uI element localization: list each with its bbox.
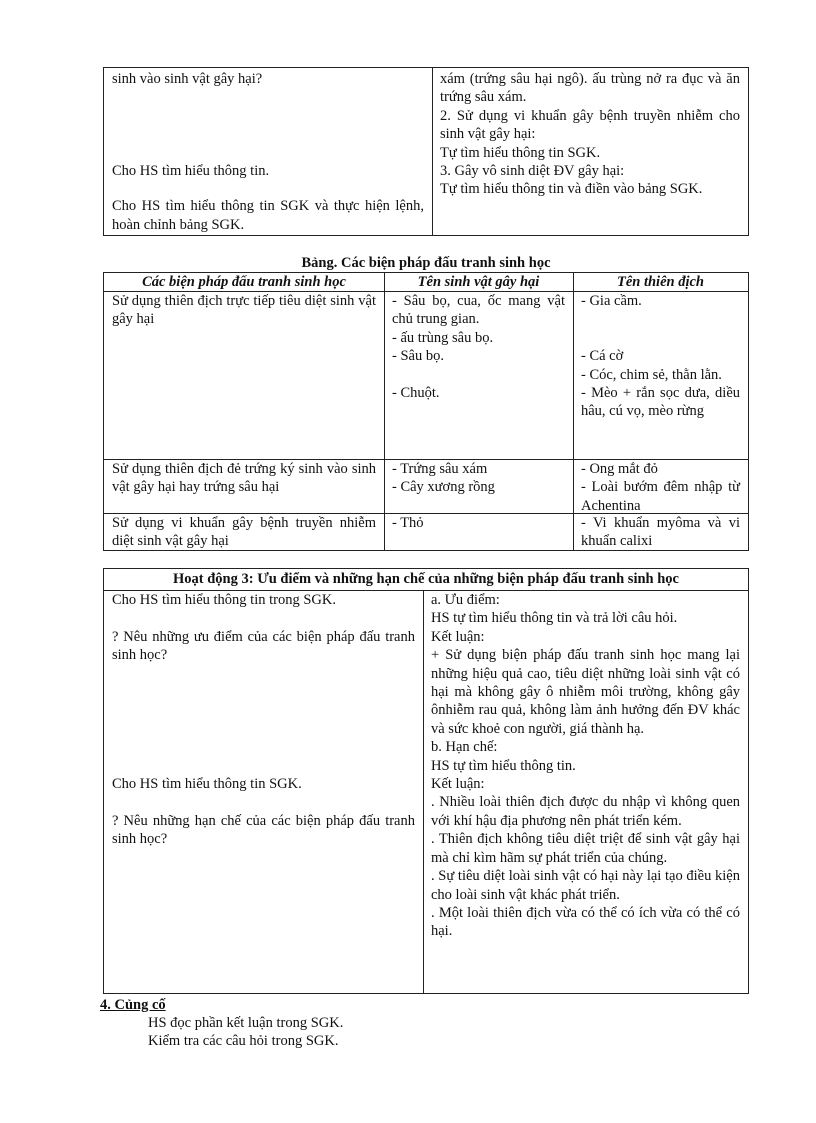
enemy-item: - Loài bướm đêm nhập từ Achentina — [581, 479, 740, 514]
pest-item: - ấu trùng sâu bọ. — [392, 329, 494, 346]
enemy-item: - Vi khuẩn myôma và vi khuẩn calixi — [581, 515, 740, 550]
pests-cell — [384, 292, 573, 402]
answer-text: . Nhiều loài thiên địch được du nhập vì không quen với khí hậu địa phương nên phát triển kém. — [431, 794, 740, 829]
enemies-cell — [573, 460, 748, 515]
teacher-column — [104, 591, 423, 993]
pest-item: - Cây xương rồng — [392, 479, 495, 496]
table-caption: Bảng. Các biện pháp đấu tranh sinh học — [301, 255, 551, 271]
answer-text: HS tự tìm hiểu thông tin và trả lời câu hỏi. — [431, 610, 678, 627]
answer-text: xám (trứng sâu hại ngô). ấu trùng nở ra đục và ăn trứng sâu xám. — [440, 71, 740, 106]
method-cell: Sử dụng thiên địch đẻ trứng ký sinh vào sinh vật gây hại hay trứng sâu hại — [112, 461, 376, 496]
answer-text: . Thiên địch không tiêu diệt triệt để sinh vật gây hại mà chỉ kìm hãm sự phát triển của chúng. — [431, 831, 740, 866]
question-text: ? Nêu những hạn chế của các biện pháp đấu tranh sinh học? — [112, 812, 415, 848]
answer-text: 3. Gây vô sinh diệt ĐV gây hại: — [440, 163, 625, 180]
pests-cell — [384, 514, 573, 532]
enemy-item: - Ong mắt đỏ — [581, 461, 658, 477]
method-cell: Sử dụng thiên địch trực tiếp tiêu diệt sinh vật gây hại — [112, 293, 376, 328]
answer-text: HS tự tìm hiểu thông tin. — [431, 757, 576, 774]
table-row — [104, 460, 384, 497]
table-row — [104, 292, 384, 329]
instruction-text: Cho HS tìm hiểu thông tin SGK và thực hiện lệnh, hoàn chỉnh bảng SGK. — [112, 198, 424, 233]
section-heading: 4. Củng cố — [100, 997, 166, 1013]
enemy-item: - Cá cờ — [581, 348, 624, 365]
enemy-item: - Cóc, chim sẻ, thằn lằn. — [581, 366, 722, 383]
pest-item: - Sâu bọ, cua, ốc mang vật chủ trung gian. — [392, 293, 565, 328]
column-header: Các biện pháp đấu tranh sinh học — [142, 274, 346, 290]
answer-text: b. Hạn chế: — [431, 739, 498, 756]
student-column — [423, 591, 748, 993]
answer-text: Tự tìm hiểu thông tin và điền vào bảng SGK. — [440, 181, 703, 198]
pest-item: - Thỏ — [392, 515, 424, 531]
pests-cell — [384, 460, 573, 497]
pest-item: - Sâu bọ. — [392, 348, 444, 365]
enemies-cell — [573, 292, 748, 421]
instruction-text: Cho HS tìm hiểu thông tin SGK. — [112, 775, 302, 792]
answer-text: Tự tìm hiểu thông tin SGK. — [440, 144, 601, 161]
activity-table-continued — [103, 67, 749, 236]
answer-text: a. Ưu điểm: — [431, 592, 500, 608]
section-line: HS đọc phần kết luận trong SGK. — [148, 1015, 344, 1031]
answer-text: Kết luận: — [431, 776, 485, 793]
enemies-cell — [573, 514, 748, 551]
pest-item: - Chuột. — [392, 385, 440, 402]
answer-text: . Sự tiêu diệt loài sinh vật có hại này lại tạo điều kiện cho loài sinh vật khác phát triển. — [431, 868, 740, 903]
table-row — [104, 514, 384, 551]
answer-text: . Một loài thiên địch vừa có thể có ích vừa có thể có hại. — [431, 904, 740, 940]
answer-text: + Sử dụng biện pháp đấu tranh sinh học mang lại những hiệu quả cao, tiêu diệt những loài sinh vật có hại mà không gây ô nhiễm môi trường, không gây ônhiễm rau quả, không làm ảnh hưởng đến ĐV khác và sức khoẻ con người, giá thành hạ. — [431, 647, 740, 737]
column-header: Tên thiên địch — [616, 274, 704, 290]
question-text: sinh vào sinh vật gây hại? — [112, 71, 263, 87]
method-cell: Sử dụng vi khuẩn gây bệnh truyền nhiễm diệt sinh vật gây hại — [112, 515, 376, 550]
teacher-column — [104, 68, 432, 235]
enemy-item: - Gia cầm. — [581, 293, 642, 309]
pest-item: - Trứng sâu xám — [392, 461, 488, 477]
section-line: Kiểm tra các câu hỏi trong SGK. — [148, 1033, 339, 1049]
instruction-text: Cho HS tìm hiểu thông tin. — [112, 162, 270, 179]
question-text: ? Nêu những ưu điểm của các biện pháp đấu tranh sinh học? — [112, 628, 415, 664]
instruction-text: Cho HS tìm hiểu thông tin trong SGK. — [112, 592, 336, 608]
student-column — [432, 68, 748, 235]
answer-text: 2. Sử dụng vi khuẩn gây bệnh truyền nhiễm cho sinh vật gây hại: — [440, 107, 740, 143]
activity-3-table — [103, 568, 749, 994]
column-header: Tên sinh vật gây hại — [417, 274, 540, 290]
answer-text: Kết luận: — [431, 628, 485, 645]
activity-title: Hoạt động 3: Ưu điểm và những hạn chế của những biện pháp đấu tranh sinh học — [173, 571, 679, 587]
biological-control-table — [103, 272, 749, 551]
enemy-item: - Mèo + rắn sọc dưa, diều hâu, cú vọ, mèo rừng — [581, 385, 740, 420]
